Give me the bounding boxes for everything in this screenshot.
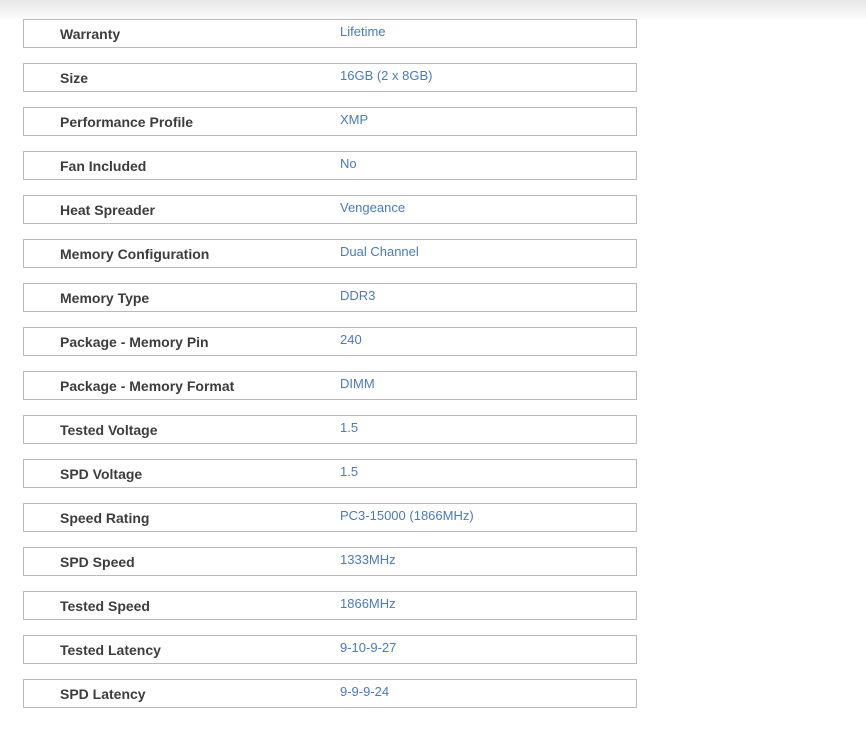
spec-label: Package - Memory Format [60,377,235,394]
spec-value: 1.5 [340,420,359,435]
spec-label: SPD Latency [60,685,146,702]
spec-row [23,635,637,664]
spec-value: DDR3 [340,288,376,303]
spec-row [23,19,637,48]
spec-value: XMP [340,112,369,127]
spec-value: Lifetime [340,24,386,39]
spec-label: Size [60,69,89,86]
spec-value: Dual Channel [340,244,419,259]
spec-value: PC3-15000 (1866MHz) [340,508,474,523]
spec-label: Package - Memory Pin [60,333,209,350]
spec-value: 9-9-9-24 [340,684,390,699]
spec-row [23,591,637,620]
spec-label: Speed Rating [60,509,150,526]
spec-label: Tested Speed [60,597,150,614]
spec-row [23,283,637,312]
spec-label: SPD Speed [60,553,135,570]
spec-value: 240 [340,332,362,347]
spec-label: Tested Latency [60,641,161,658]
spec-row [23,459,637,488]
spec-row [23,547,637,576]
spec-row [23,327,637,356]
spec-value: No [340,156,357,171]
spec-row [23,679,637,708]
spec-value: 9-10-9-27 [340,640,397,655]
spec-value: 1333MHz [340,552,396,567]
spec-label: Fan Included [60,157,147,174]
spec-row [23,195,637,224]
spec-row [23,415,637,444]
spec-value: 1.5 [340,464,359,479]
spec-value: Vengeance [340,200,406,215]
spec-table [23,19,637,723]
spec-label: Performance Profile [60,113,194,130]
spec-label: SPD Voltage [60,465,143,482]
spec-label: Memory Type [60,289,150,306]
spec-row [23,107,637,136]
spec-value: 1866MHz [340,596,396,611]
spec-row [23,63,637,92]
spec-value: DIMM [340,376,375,391]
spec-row [23,151,637,180]
spec-value: 16GB (2 x 8GB) [340,68,433,83]
spec-label: Tested Voltage [60,421,158,438]
spec-label: Heat Spreader [60,201,155,218]
spec-row [23,503,637,532]
spec-label: Memory Configuration [60,245,210,262]
spec-row [23,371,637,400]
spec-label: Warranty [60,25,121,42]
spec-row [23,239,637,268]
